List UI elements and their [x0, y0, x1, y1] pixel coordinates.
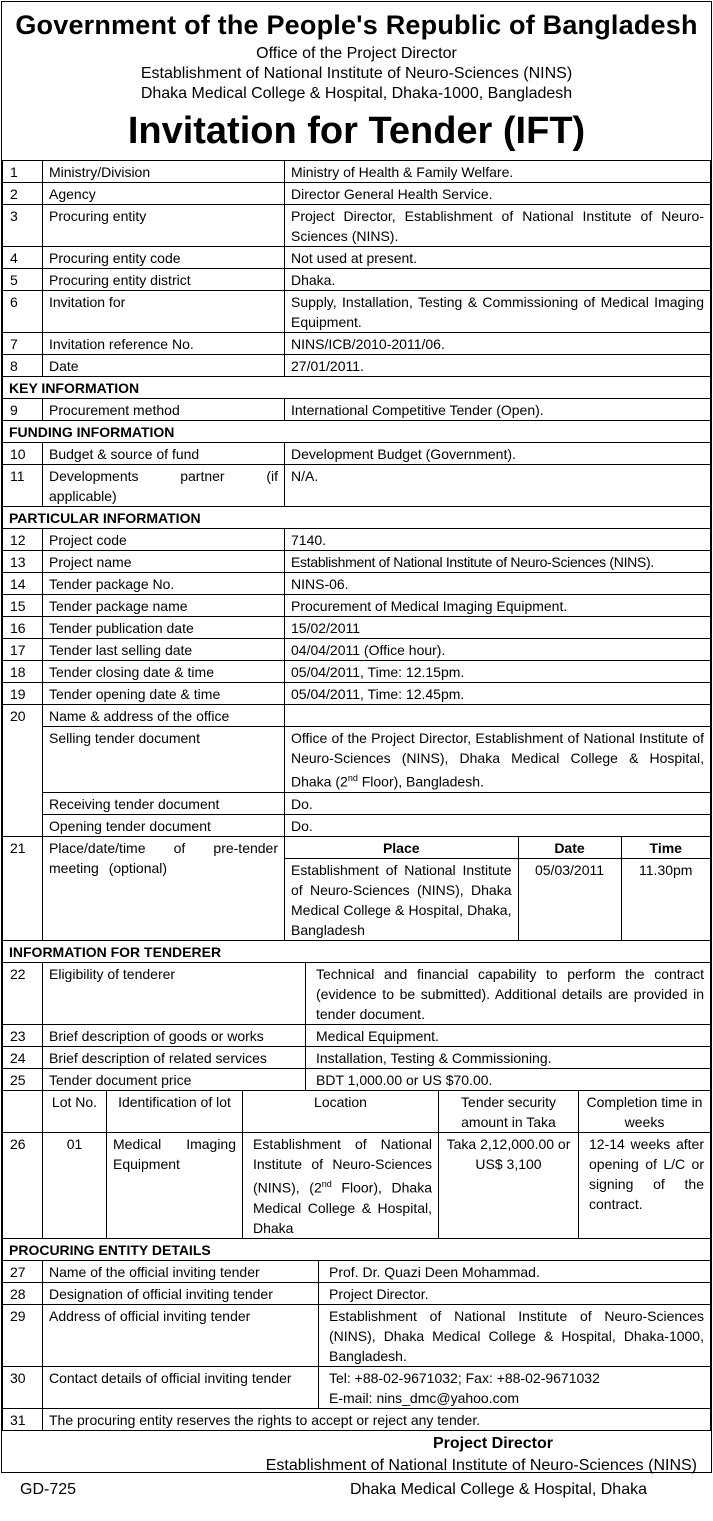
table-row	[3, 1069, 711, 1091]
table-row	[3, 1282, 711, 1304]
signature-block	[2, 1431, 711, 1521]
table-row	[3, 205, 711, 247]
row-value: Establishment of National Institute of Neuro-Sciences (NINS).	[285, 551, 711, 573]
table-row	[3, 705, 711, 727]
table-row	[3, 573, 711, 595]
selling-value: Office of the Project Director, Establishment of National Institute of Neuro-Sciences (NINS), Dhaka Medical College & Hospital, Dhaka (2nd Floor), Bangladesh.	[285, 727, 711, 793]
row-number: 25	[3, 1069, 43, 1091]
row-value: Director General Health Service.	[285, 183, 711, 205]
notice-header	[2, 2, 711, 160]
row-value: Medical Equipment.	[306, 1025, 711, 1047]
row-number: 4	[3, 247, 43, 269]
row-value: Prof. Dr. Quazi Deen Mohammad.	[319, 1260, 711, 1282]
row-label: Address of official inviting tender	[43, 1304, 319, 1366]
row-number: 31	[3, 1408, 43, 1430]
contact-details	[319, 1366, 711, 1408]
signatory-college: Dhaka Medical College & Hospital, Dhaka	[349, 1480, 647, 1498]
row-label: Brief description of goods or works	[43, 1025, 306, 1047]
page-title: Invitation for Tender (IFT)	[127, 110, 586, 152]
section-heading	[3, 421, 711, 443]
row-number: 17	[3, 639, 43, 661]
lot-location: Establishment of National Institute of Neuro-Sciences (NINS), (2nd Floor), Dhaka Medical College & Hospital, Dhaka	[243, 1133, 439, 1239]
row-number: 12	[3, 529, 43, 551]
row-value: 27/01/2011.	[285, 355, 711, 377]
date-header: Date	[518, 837, 621, 859]
tenderer-table	[2, 940, 711, 1091]
row-value: 04/04/2011 (Office hour).	[285, 639, 711, 661]
row-number: 11	[3, 465, 43, 507]
time-header: Time	[621, 837, 710, 859]
table-row	[3, 836, 711, 941]
row-value: Establishment of National Institute of Neuro-Sciences (NINS), Dhaka Medical College & Hospital, Dhaka-1000, Bangladesh.	[319, 1304, 711, 1366]
signatory-title: Project Director	[432, 1434, 553, 1452]
table-row	[3, 1260, 711, 1282]
row-number: 24	[3, 1047, 43, 1069]
row-number: 8	[3, 355, 43, 377]
row-label: Tender last selling date	[43, 639, 285, 661]
opening-label: Opening tender document	[43, 814, 285, 836]
row-number: 10	[3, 443, 43, 465]
row-number: 26	[3, 1133, 43, 1239]
row-label: Place/date/time of pre-tender meeting (optional)	[43, 836, 285, 941]
lot-row	[3, 1133, 711, 1239]
row-value: Technical and financial capability to perform the contract (evidence to be submitted). Additional details are provided in tender document.	[306, 963, 711, 1025]
table-row	[3, 355, 711, 377]
row-number: 7	[3, 333, 43, 355]
row-value: Supply, Installation, Testing & Commissioning of Medical Imaging Equipment.	[285, 291, 711, 333]
table-row	[3, 183, 711, 205]
table-row	[3, 161, 711, 183]
table-row	[3, 291, 711, 333]
lot-header-row	[3, 1091, 711, 1133]
tender-notice	[1, 1, 712, 1498]
table-row	[3, 792, 711, 814]
meeting-date: 05/03/2011	[518, 858, 621, 940]
section-heading	[3, 377, 711, 399]
row-number: 6	[3, 291, 43, 333]
ident-header: Identification of lot	[107, 1091, 243, 1133]
row-value-empty	[285, 705, 711, 727]
funding-heading: FUNDING INFORMATION	[3, 421, 711, 443]
row-value: Installation, Testing & Commissioning.	[306, 1047, 711, 1069]
selling-label: Selling tender document	[43, 727, 285, 793]
table-row	[3, 727, 711, 793]
section-heading	[3, 941, 711, 963]
table-row	[3, 465, 711, 507]
lot-header: Lot No.	[43, 1091, 107, 1133]
government-title: Government of the People's Republic of Bangladesh	[15, 10, 698, 40]
row-label: Procuring entity	[43, 205, 285, 247]
row-value: Not used at present.	[285, 247, 711, 269]
row-value: N/A.	[285, 465, 711, 507]
row-label: Eligibility of tenderer	[43, 963, 306, 1025]
row-value: Project Director.	[319, 1282, 711, 1304]
row-number: 1	[3, 161, 43, 183]
meeting-place: Establishment of National Institute of Neuro-Sciences (NINS), Dhaka Medical College & Hospital, Dhaka, Bangladesh	[285, 858, 518, 940]
row-value: NINS/ICB/2010-2011/06.	[285, 333, 711, 355]
row-number: 30	[3, 1366, 43, 1408]
table-row	[3, 661, 711, 683]
section-heading	[3, 507, 711, 529]
completion-header: Completion time in weeks	[579, 1091, 711, 1133]
row-number: 5	[3, 269, 43, 291]
contact-phone: Tel: +88-02-9671032; Fax: +88-02-9671032	[329, 1369, 600, 1386]
row-label: Tender document price	[43, 1069, 306, 1091]
security-header: Tender security amount in Taka	[439, 1091, 579, 1133]
procuring-heading: PROCURING ENTITY DETAILS	[3, 1238, 711, 1260]
table-row	[3, 1366, 711, 1408]
opening-value: Do.	[285, 814, 711, 836]
row-label: Contact details of official inviting tender	[43, 1366, 319, 1408]
row-number: 23	[3, 1025, 43, 1047]
row-label: Tender publication date	[43, 617, 285, 639]
table-row	[3, 963, 711, 1025]
table-row	[3, 399, 711, 421]
row-value: 05/04/2011, Time: 12.45pm.	[285, 683, 711, 705]
row-label: Designation of official inviting tender	[43, 1282, 319, 1304]
lot-number: 01	[43, 1133, 107, 1239]
row-number: 22	[3, 963, 43, 1025]
tender-security: Taka 2,12,000.00 or US$ 3,100	[439, 1133, 579, 1239]
table-row	[3, 247, 711, 269]
row-value: 7140.	[285, 529, 711, 551]
establishment-line: Establishment of National Institute of Neuro-Sciences (NINS)	[140, 65, 573, 82]
row-label: Project name	[43, 551, 285, 573]
gd-code: GD-725	[20, 1480, 77, 1498]
table-row	[3, 1408, 711, 1430]
receiving-value: Do.	[285, 792, 711, 814]
table-row	[3, 551, 711, 573]
place-header: Place	[285, 837, 518, 859]
tender-table	[2, 160, 711, 941]
table-row	[3, 814, 711, 836]
row-number: 20	[3, 705, 43, 837]
row-number: 15	[3, 595, 43, 617]
row-number: 13	[3, 551, 43, 573]
row-value: Procurement of Medical Imaging Equipment.	[285, 595, 711, 617]
row-number: 21	[3, 836, 43, 941]
row-number: 16	[3, 617, 43, 639]
table-row	[3, 639, 711, 661]
row-value: 05/04/2011, Time: 12.15pm.	[285, 661, 711, 683]
row-value: Development Budget (Government).	[285, 443, 711, 465]
row-label: Budget & source of fund	[43, 443, 285, 465]
row-number: 19	[3, 683, 43, 705]
row-label: Tender package name	[43, 595, 285, 617]
row-label: Agency	[43, 183, 285, 205]
signatory-institute: Establishment of National Institute of Neuro-Sciences (NINS)	[265, 1456, 697, 1474]
particular-heading: PARTICULAR INFORMATION	[3, 507, 711, 529]
key-info-heading: KEY INFORMATION	[3, 377, 711, 399]
row-label: Tender closing date & time	[43, 661, 285, 683]
row-label: Date	[43, 355, 285, 377]
row-value: International Competitive Tender (Open).	[285, 399, 711, 421]
row-number: 29	[3, 1304, 43, 1366]
row-label: Project code	[43, 529, 285, 551]
row-label: Tender opening date & time	[43, 683, 285, 705]
row-number: 18	[3, 661, 43, 683]
row-number: 9	[3, 399, 43, 421]
row-value: Dhaka.	[285, 269, 711, 291]
row-label: Procuring entity district	[43, 269, 285, 291]
table-row	[3, 1304, 711, 1366]
row-label: Ministry/Division	[43, 161, 285, 183]
row-label: Procurement method	[43, 399, 285, 421]
procuring-table	[2, 1238, 711, 1431]
table-row	[3, 1025, 711, 1047]
row-value: 15/02/2011	[285, 617, 711, 639]
table-row	[3, 683, 711, 705]
tenderer-heading: INFORMATION FOR TENDERER	[3, 941, 711, 963]
completion-time: 12-14 weeks after opening of L/C or signing of the contract.	[579, 1133, 711, 1239]
rights-statement: The procuring entity reserves the rights to accept or reject any tender.	[43, 1408, 711, 1430]
row-value: BDT 1,000.00 or US $70.00.	[306, 1069, 711, 1091]
table-row	[3, 529, 711, 551]
row-value: Ministry of Health & Family Welfare.	[285, 161, 711, 183]
lot-header-empty	[3, 1091, 43, 1133]
section-heading	[3, 1238, 711, 1260]
pre-tender-meeting	[285, 836, 711, 941]
row-label: Name of the official inviting tender	[43, 1260, 319, 1282]
row-label: Procuring entity code	[43, 247, 285, 269]
table-row	[3, 1047, 711, 1069]
row-label: Brief description of related services	[43, 1047, 306, 1069]
row-number: 14	[3, 573, 43, 595]
receiving-label: Receiving tender document	[43, 792, 285, 814]
lot-identification: Medical Imaging Equipment	[107, 1133, 243, 1239]
office-line: Office of the Project Director	[256, 45, 457, 62]
row-number: 27	[3, 1260, 43, 1282]
location-header: Location	[243, 1091, 439, 1133]
table-row	[3, 443, 711, 465]
table-row	[3, 617, 711, 639]
table-row	[3, 333, 711, 355]
row-label: Developments partner (if applicable)	[43, 465, 285, 507]
table-row	[3, 269, 711, 291]
address-line: Dhaka Medical College & Hospital, Dhaka-1000, Bangladesh	[140, 85, 573, 102]
row-value: Project Director, Establishment of National Institute of Neuro-Sciences (NINS).	[285, 205, 711, 247]
meeting-time: 11.30pm	[621, 858, 710, 940]
row-number: 2	[3, 183, 43, 205]
row-label: Invitation for	[43, 291, 285, 333]
table-row	[3, 595, 711, 617]
row-number: 3	[3, 205, 43, 247]
row-label: Name & address of the office	[43, 705, 285, 727]
contact-email: E-mail: nins_dmc@yahoo.com	[329, 1389, 520, 1406]
row-label: Tender package No.	[43, 573, 285, 595]
lot-table	[2, 1090, 711, 1239]
row-label: Invitation reference No.	[43, 333, 285, 355]
row-value: NINS-06.	[285, 573, 711, 595]
row-number: 28	[3, 1282, 43, 1304]
